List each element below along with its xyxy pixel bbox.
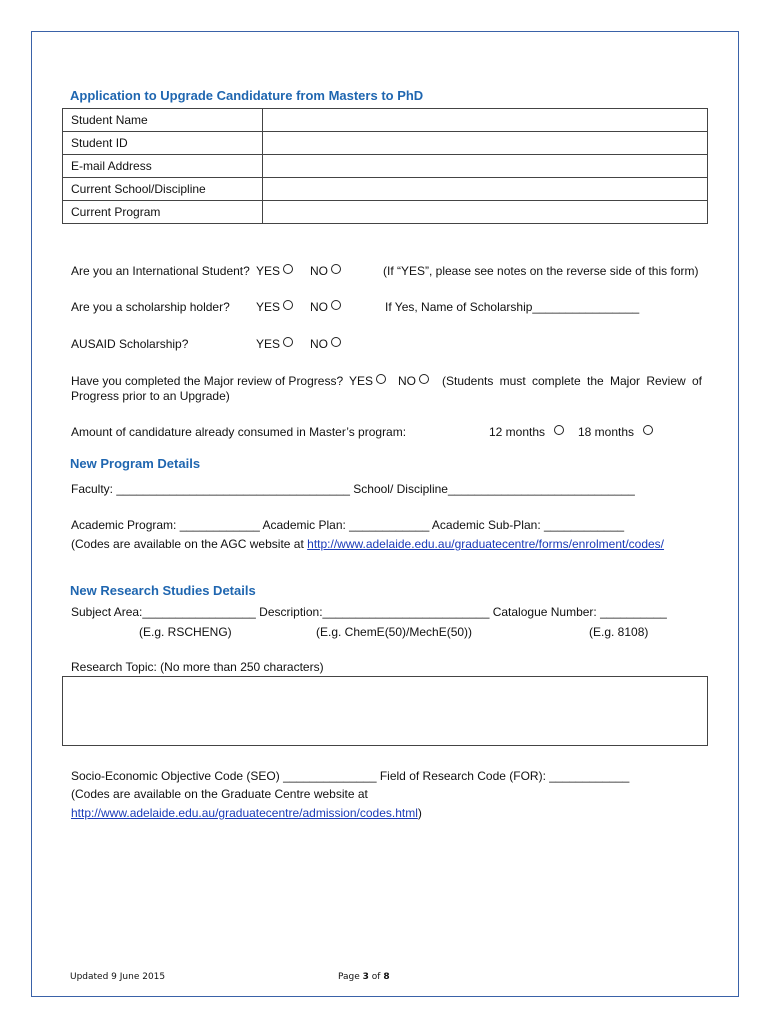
radio-circle-icon[interactable]: [554, 425, 564, 435]
academic-program-fields[interactable]: Academic Program: ____________ Academic Plan: ____________ Academic Sub-Plan: ____________: [71, 518, 625, 532]
no-label: NO: [310, 300, 328, 314]
radio-circle-icon[interactable]: [643, 425, 653, 435]
radio-circle-icon[interactable]: [331, 337, 341, 347]
page-of: of: [368, 972, 384, 982]
table-row: [63, 155, 708, 178]
no-label: NO: [398, 374, 416, 388]
codes-note-text: (Codes are available on the AGC website at: [71, 537, 308, 551]
ausaid-no-option[interactable]: [310, 337, 341, 351]
graduate-centre-codes-link[interactable]: http://www.adelaide.edu.au/graduatecentre/admission/codes.html: [71, 806, 418, 820]
email-field[interactable]: [263, 155, 708, 178]
international-yes-option[interactable]: [256, 264, 293, 278]
no-label: NO: [310, 337, 328, 351]
current-program-field[interactable]: [263, 201, 708, 224]
subject-area-example: (E.g. RSCHENG): [139, 625, 232, 639]
ausaid-question: AUSAID Scholarship?: [71, 337, 189, 351]
graduate-centre-codes-note: (Codes are available on the Graduate Centre website at: [71, 787, 368, 801]
email-label: E-mail Address: [63, 155, 263, 178]
agc-codes-note: [71, 537, 664, 551]
graduate-centre-codes-line: [71, 806, 422, 820]
page-current: 3: [362, 972, 369, 982]
student-name-field[interactable]: [263, 109, 708, 132]
candidature-18-months-option[interactable]: [578, 425, 653, 439]
yes-label: YES: [256, 337, 281, 351]
ausaid-yes-option[interactable]: [256, 337, 293, 351]
research-topic-label: Research Topic: (No more than 250 characters): [71, 660, 324, 674]
radio-circle-icon[interactable]: [376, 374, 386, 384]
radio-circle-icon[interactable]: [419, 374, 429, 384]
option-label: 12 months: [489, 425, 546, 439]
radio-circle-icon[interactable]: [331, 264, 341, 274]
new-research-heading: New Research Studies Details: [70, 583, 256, 598]
current-school-field[interactable]: [263, 178, 708, 201]
form-title: Application to Upgrade Candidature from Masters to PhD: [70, 88, 424, 103]
radio-circle-icon[interactable]: [283, 264, 293, 274]
seo-for-fields[interactable]: Socio-Economic Objective Code (SEO) ______________ Field of Research Code (FOR): ____________: [71, 769, 630, 783]
scholarship-no-option[interactable]: [310, 300, 341, 314]
yes-label: YES: [256, 264, 281, 278]
link-close-paren: ): [417, 806, 422, 820]
radio-circle-icon[interactable]: [283, 337, 293, 347]
candidature-12-months-option[interactable]: [489, 425, 564, 439]
table-row: [63, 201, 708, 224]
major-review-no-option[interactable]: [398, 374, 429, 388]
current-school-label: Current School/Discipline: [63, 178, 263, 201]
student-id-field[interactable]: [263, 132, 708, 155]
international-no-option[interactable]: [310, 264, 341, 278]
research-subject-fields[interactable]: Subject Area:_________________ Description:_________________________ Catalogue Number: __________: [71, 605, 667, 619]
student-name-label: Student Name: [63, 109, 263, 132]
research-topic-input[interactable]: [62, 676, 708, 746]
scholarship-yes-option[interactable]: [256, 300, 293, 314]
scholarship-question: Are you a scholarship holder?: [71, 300, 230, 314]
faculty-school-fields[interactable]: Faculty: ___________________________________ School/ Discipline____________________________: [71, 482, 635, 496]
description-example: (E.g. ChemE(50)/MechE(50)): [316, 625, 473, 639]
international-question: Are you an International Student?: [71, 264, 250, 278]
yes-label: YES: [349, 374, 374, 388]
table-row: [63, 109, 708, 132]
updated-date: Updated 9 June 2015: [70, 972, 166, 982]
international-note: (If “YES”, please see notes on the reverse side of this form): [383, 264, 699, 278]
student-id-label: Student ID: [63, 132, 263, 155]
catalogue-number-example: (E.g. 8108): [589, 625, 649, 639]
candidature-question: Amount of candidature already consumed in Master’s program:: [71, 425, 407, 439]
major-review-note-continued: Progress prior to an Upgrade): [71, 389, 230, 403]
major-review-question: Have you completed the Major review of Progress?: [71, 374, 344, 388]
page-prefix: Page: [338, 972, 363, 982]
student-details-table: [62, 108, 708, 224]
page-number: [338, 972, 390, 982]
major-review-note: (Students must complete the Major Review of: [442, 374, 702, 388]
radio-circle-icon[interactable]: [283, 300, 293, 310]
radio-circle-icon[interactable]: [331, 300, 341, 310]
major-review-yes-option[interactable]: [349, 374, 386, 388]
new-program-heading: New Program Details: [70, 456, 201, 471]
option-label: 18 months: [578, 425, 635, 439]
current-program-label: Current Program: [63, 201, 263, 224]
agc-codes-link[interactable]: http://www.adelaide.edu.au/graduatecentre/forms/enrolment/codes/: [307, 537, 665, 551]
page-total: 8: [383, 972, 390, 982]
yes-label: YES: [256, 300, 281, 314]
table-row: [63, 178, 708, 201]
no-label: NO: [310, 264, 328, 278]
scholarship-name-field[interactable]: If Yes, Name of Scholarship________________: [385, 300, 640, 314]
table-row: [63, 132, 708, 155]
